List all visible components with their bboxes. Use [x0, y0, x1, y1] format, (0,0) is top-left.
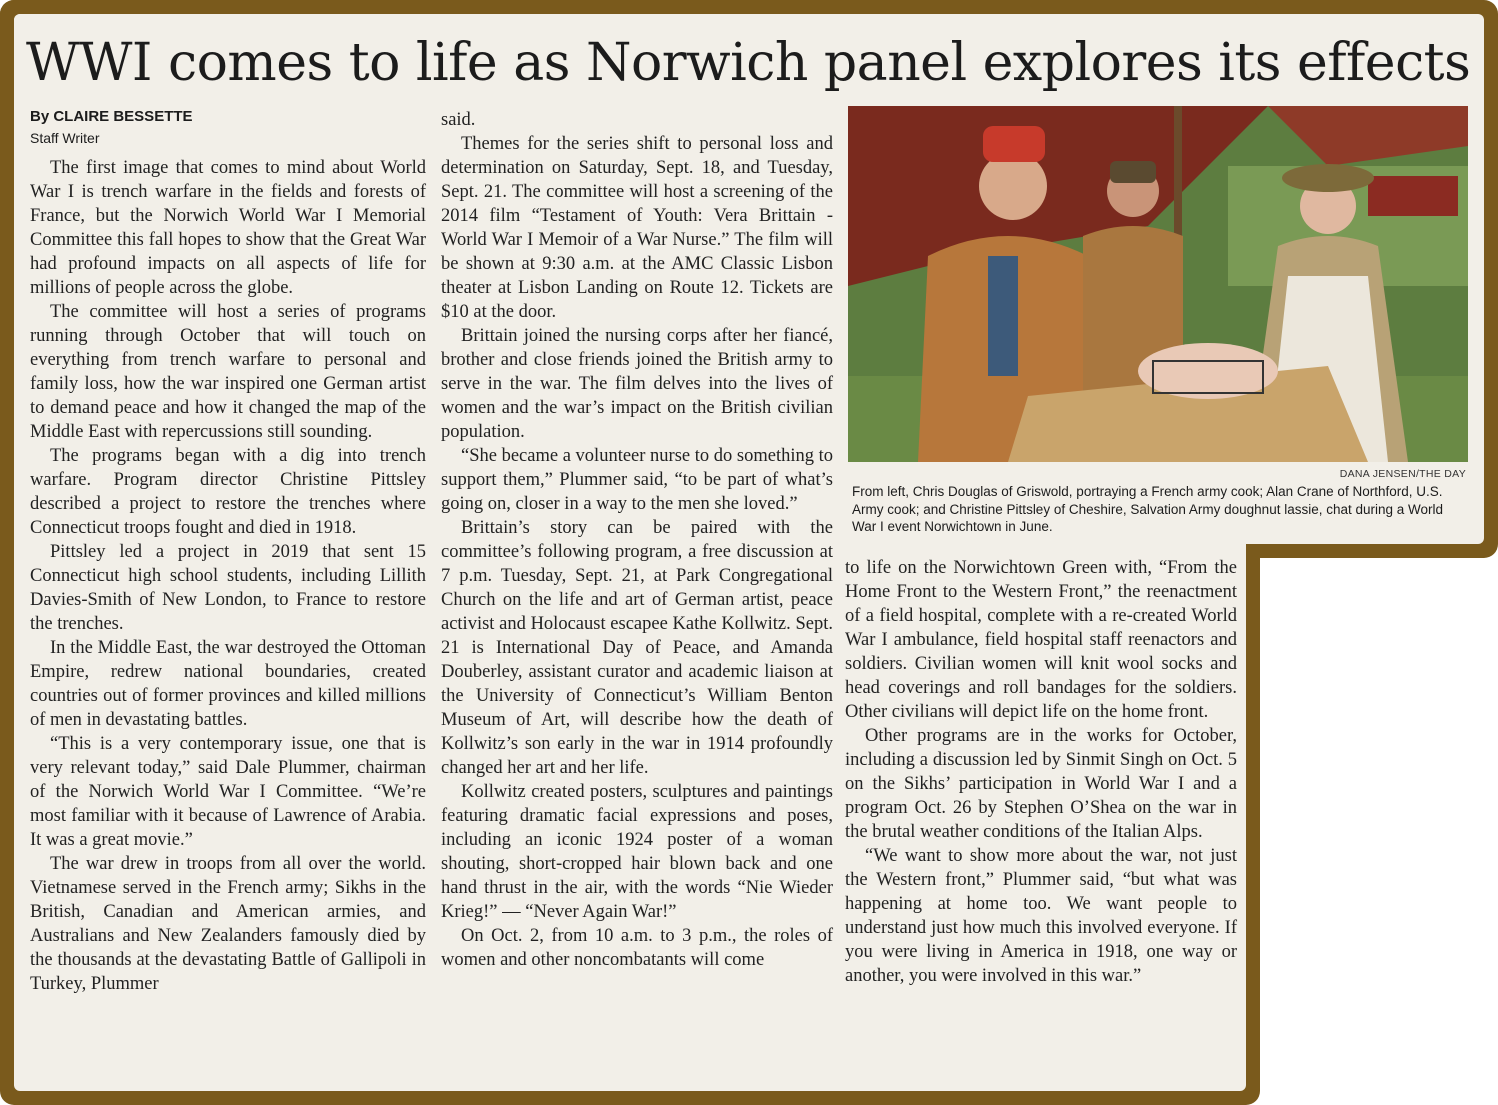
paragraph: Pittsley led a project in 2019 that sent 15 Connecticut high school students, including Lillith Davies-Smith of New London, to France to restore the trenches.: [30, 542, 426, 634]
photo-credit: DANA JENSEN/THE DAY: [1339, 468, 1466, 480]
paragraph: In the Middle East, the war destroyed the Ottoman Empire, redrew national boundaries, created countries out of former provinces and killed millions of men in devastating battles.: [30, 638, 426, 730]
paragraph: Themes for the series shift to personal loss and determination on Saturday, Sept. 18, and Tuesday, Sept. 21. The committee will host a screening of the 2014 film “Testament of Youth: Vera Brittain - World War I Memoir of a War Nurse.” The film will be shown at 9:30 a.m. at the AMC Classic Lisbon theater at Lisbon Landing on Route 12. Tickets are $10 at the door.: [441, 134, 833, 322]
byline: By CLAIRE BESSETTE: [30, 108, 193, 125]
column-3: [845, 556, 1237, 988]
paragraph: “We want to show more about the war, not just the Western front,” Plummer said, “but what was happening at home too. We want people to understand just how much this involved everyone. If you were living in America in 1918, one way or another, you were involved in this war.”: [845, 846, 1237, 986]
paragraph: Other programs are in the works for October, including a discussion led by Sinmit Singh on Oct. 5 on the Sikhs’ participation in World War I and a program Oct. 26 by Stephen O’Shea on the war in the brutal weather conditions of the Italian Alps.: [845, 726, 1237, 842]
paragraph: The war drew in troops from all over the world. Vietnamese served in the French army; Sikhs in the British, Canadian and American armies, and Australians and New Zealanders famously died by the thousands at the devastating Battle of Gallipoli in Turkey, Plummer: [30, 854, 426, 994]
paragraph-continued: said.: [441, 110, 476, 130]
column-2: [441, 108, 833, 972]
photo-caption: From left, Chris Douglas of Griswold, portraying a French army cook; Alan Crane of Northford, U.S. Army cook; and Christine Pittsley of Cheshire, Salvation Army doughnut lassie, chat during a World War I event Norwichtown in June.: [852, 484, 1444, 534]
news-photo: [848, 106, 1468, 462]
paragraph-continued: to life on the Norwichtown Green with, “From the Home Front to the Western Front,” the reenactment of a field hospital, complete with a re-created World War I ambulance, field hospital staff reenactors and soldiers. Civilian women will knit wool socks and head coverings and roll bandages for the soldiers. Other civilians will depict life on the home front.: [845, 558, 1237, 722]
paragraph: The programs began with a dig into trench warfare. Program director Christine Pittsley described a project to restore the trenches where Connecticut troops fought and died in 1918.: [30, 446, 426, 538]
paragraph: The committee will host a series of programs running through October that will touch on everything from trench warfare to personal and family loss, how the war inspired one German artist to demand peace and how it changed the map of the Middle East with repercussions still sounding.: [30, 302, 426, 442]
paragraph: The first image that comes to mind about World War I is trench warfare in the fields and forests of France, but the Norwich World War I Memorial Committee this fall hopes to show that the Great War had profound impacts on all aspects of life for millions of people across the globe.: [30, 158, 426, 298]
paragraph: Brittain’s story can be paired with the committee’s following program, a free discussion at 7 p.m. Tuesday, Sept. 21, at Park Congregational Church on the life and art of German artist, peace activist and Holocaust escapee Kathe Kollwitz. Sept. 21 is International Day of Peace, and Amanda Douberley, assistant curator and academic liaison at the University of Connecticut’s William Benton Museum of Art, will describe how the death of Kollwitz’s son early in the war in 1914 profoundly changed her art and her life.: [441, 518, 833, 778]
paragraph: Brittain joined the nursing corps after her fiancé, brother and close friends joined the British army to serve in the war. The film delves into the lives of women and the war’s impact on the British civilian population.: [441, 326, 833, 442]
column-1: [30, 156, 426, 996]
paragraph: “This is a very contemporary issue, one that is very relevant today,” said Dale Plummer, chairman of the Norwich World War I Committee. “We’re most familiar with it because of Lawrence of Arabia. It was a great movie.”: [30, 734, 426, 850]
paragraph: Kollwitz created posters, sculptures and paintings featuring dramatic facial expressions and poses, including an iconic 1924 poster of a woman shouting, short-cropped hair blown back and one hand thrust in the air, with the words “Nie Wieder Krieg!” — “Never Again War!”: [441, 782, 833, 922]
paragraph: “She became a volunteer nurse to do something to support them,” Plummer said, “to be part of what’s going on, closer in a way to the men she loved.”: [441, 446, 833, 514]
byline-role: Staff Writer: [30, 130, 100, 146]
paragraph: On Oct. 2, from 10 a.m. to 3 p.m., the roles of women and other noncombatants will come: [441, 926, 833, 970]
headline: WWI comes to life as Norwich panel explores its effects: [26, 33, 1471, 93]
